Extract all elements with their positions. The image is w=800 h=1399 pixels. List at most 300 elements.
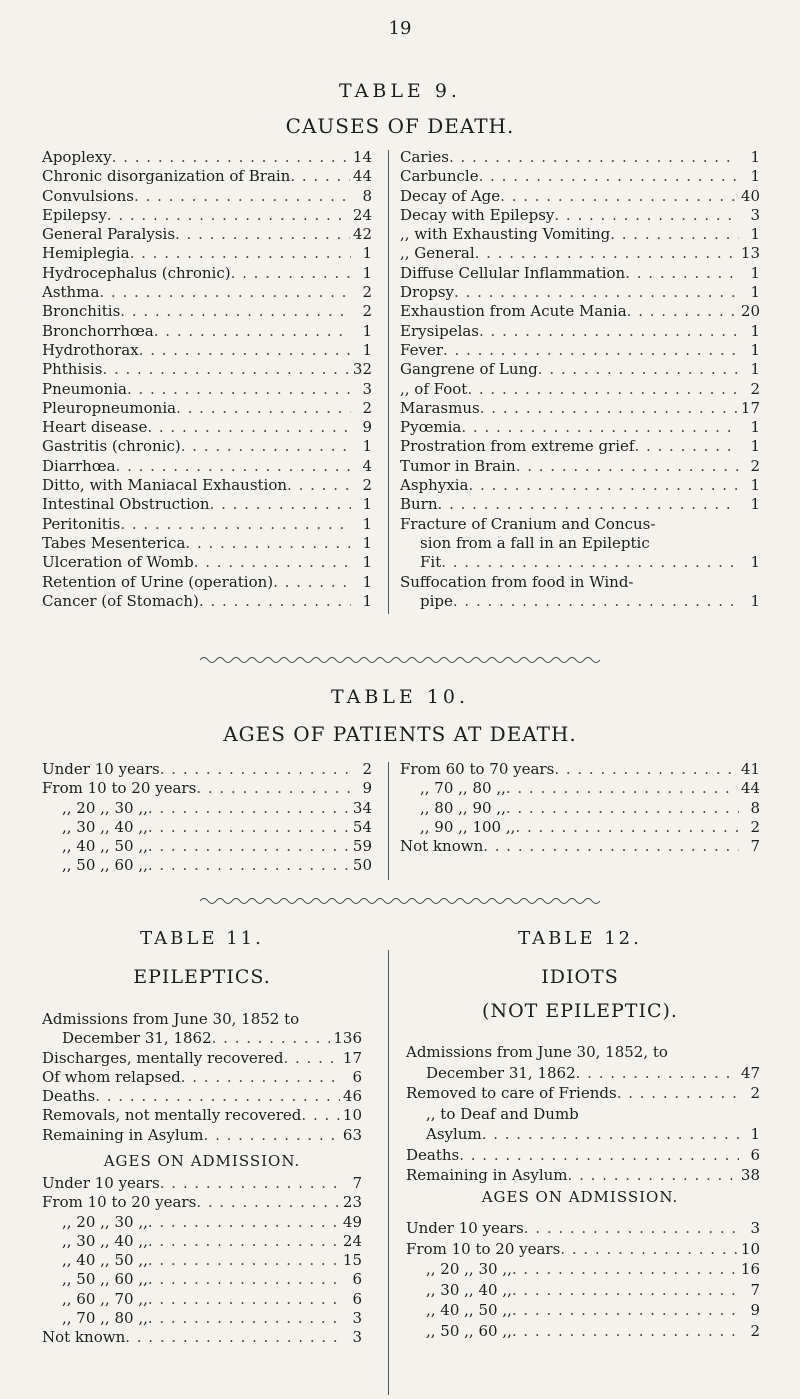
row-value: 3 [362,379,372,398]
table-row [400,515,760,534]
leader-dots [175,225,350,244]
table-row [42,225,372,244]
row-label: ,, 50 ,, 60 ,, [62,856,148,875]
row-value: 9 [362,779,372,798]
row-value: 13 [740,244,760,263]
row-label: December 31, 1862 [62,1029,212,1048]
wavy-divider [0,896,800,906]
leader-dots [512,1259,738,1280]
row-label: Not known [42,1328,126,1347]
row-value: 2 [750,456,760,475]
row-value: 34 [352,798,372,817]
row-value: 1 [362,495,372,514]
table-row [42,799,372,818]
row-label: ,, to Deaf and Dumb [426,1104,579,1123]
table-row [406,1063,760,1084]
leader-dots [482,1124,739,1145]
table-row [400,457,760,476]
row-label: Intestinal Obstruction [42,495,210,514]
leader-dots [479,322,739,341]
row-value: 2 [362,302,372,321]
row-label: Remaining in Asylum [406,1166,568,1184]
row-label: ,, 20 ,, 30 ,, [426,1260,512,1278]
table-row [42,1126,362,1145]
table-row [400,799,760,818]
table-row [400,476,760,495]
row-value: 17 [342,1048,362,1067]
row-label: Of whom relapsed [42,1067,181,1086]
table-row [400,553,760,572]
row-value: 1 [750,418,760,437]
table-row [400,264,760,283]
row-label: Phthisis [42,360,103,379]
table-row [42,1193,362,1212]
leader-dots [625,264,739,283]
table-row [42,1068,362,1087]
leader-dots [148,1213,340,1232]
table-row [42,167,372,186]
table-row [406,1042,760,1063]
leader-dots [516,457,739,476]
column-divider [388,950,389,1395]
table-row [400,592,760,611]
row-value: 6 [352,1270,362,1289]
leader-dots [120,515,351,534]
row-label: Asylum [426,1125,482,1143]
table-row [406,1104,760,1125]
row-label: From 10 to 20 years [406,1239,561,1258]
row-value: 10 [342,1106,362,1125]
row-label: Fracture of Cranium and Concus- [400,514,656,533]
table10-right-column [400,760,760,856]
row-label: ,, 40 ,, 50 ,, [62,837,148,856]
table-row [42,1010,362,1029]
leader-dots [453,592,739,611]
row-label: ,, of Foot [400,379,468,398]
row-value: 1 [362,437,372,456]
leader-dots [148,799,350,818]
table-row [42,818,372,837]
table-row [42,206,372,225]
leader-dots [148,1232,340,1251]
row-value: 1 [362,591,372,610]
leader-dots [181,437,351,456]
row-value: 4 [362,456,372,475]
row-value: 41 [740,760,760,778]
leader-dots [512,1300,739,1321]
leader-dots [454,283,739,302]
leader-dots [95,1087,340,1106]
table12-rows [406,1042,760,1186]
row-value: 1 [362,553,372,572]
row-label: Hydrocephalus (chronic) [42,263,231,282]
row-label: Asphyxia [400,476,469,495]
table-row [406,1145,760,1166]
row-label: Removed to care of Friends [406,1084,617,1102]
table-row [42,553,372,572]
leader-dots [512,1321,739,1342]
row-label: ,, 80 ,, 90 ,, [420,798,506,817]
table-row [400,187,760,206]
row-label: Fever [400,340,443,359]
row-label: Bronchorrhœa [42,321,154,340]
leader-dots [287,476,351,495]
row-value: 50 [352,856,372,875]
table-row [400,283,760,302]
row-value: 59 [352,837,372,856]
leader-dots [461,418,739,437]
row-value: 9 [750,1301,760,1319]
table-row [400,418,760,437]
row-value: 6 [352,1289,362,1308]
leader-dots [127,380,351,399]
row-value: 1 [750,340,760,359]
row-label: ,, 60 ,, 70 ,, [62,1289,148,1308]
table-row [42,244,372,263]
row-label: Bronchitis [42,302,121,321]
table-row [400,818,760,837]
row-label: ,, 90 ,, 100 ,, [420,817,516,836]
table-row [42,457,372,476]
table-row [406,1280,760,1301]
row-value: 1 [750,225,760,244]
row-value: 44 [352,167,372,186]
row-label: Discharges, mentally recovered [42,1048,284,1067]
table-row [42,360,372,379]
row-value: 1 [362,514,372,533]
table-row [400,837,760,856]
leader-dots [112,148,350,167]
leader-dots [576,1063,738,1084]
table-row [406,1239,760,1260]
leader-dots [204,1126,340,1145]
row-label: ,, 50 ,, 60 ,, [426,1321,512,1340]
row-label: ,, 70 ,, 80 ,, [420,779,506,798]
table-row [400,760,760,779]
row-value: 2 [750,379,760,398]
row-label: Fit [420,553,442,572]
table-row [42,380,372,399]
row-label: Admissions from June 30, 1852, to [406,1043,668,1061]
row-value: 2 [362,398,372,417]
row-label: Chronic disorganization of Brain [42,167,291,186]
row-value: 2 [362,283,372,302]
table10-title: TABLE 10. [330,686,470,708]
row-value: 2 [362,476,372,495]
row-value: 1 [362,244,372,263]
leader-dots [468,476,739,495]
table-row [42,264,372,283]
leader-dots [449,148,739,167]
row-label: sion from a fall in an Epileptic [420,533,650,552]
leader-dots [273,573,351,592]
row-value: 6 [750,1145,760,1164]
table-row [42,856,372,875]
table-row [400,779,760,798]
row-value: 2 [750,1321,760,1340]
leader-dots [560,1239,738,1260]
leader-dots [500,187,738,206]
row-value: 1 [750,148,760,166]
row-value: 3 [352,1328,362,1347]
row-value: 3 [750,1219,760,1237]
row-label: Hydrothorax [42,340,139,359]
row-label: ,, with Exhausting Vomiting [400,225,611,244]
leader-dots [185,534,351,553]
row-label: Hemiplegia [42,244,130,263]
row-label: Dropsy [400,283,455,302]
leader-dots [467,380,739,399]
row-label: Decay with Epilepsy [400,205,555,224]
row-value: 1 [362,340,372,359]
row-label: Deaths [42,1087,96,1106]
table11-ages [42,1174,362,1348]
leader-dots [634,437,739,456]
row-value: 1 [362,321,372,340]
table-row [42,1174,362,1193]
row-value: 2 [362,760,372,778]
table-row [42,341,372,360]
table-row [42,437,372,456]
table9-right-column [400,148,760,611]
row-label: ,, 50 ,, 60 ,, [62,1270,148,1289]
table-row [400,244,760,263]
row-label: ,, 20 ,, 30 ,, [62,1212,148,1231]
leader-dots [479,167,739,186]
table12-ages [406,1218,760,1341]
row-value: 6 [352,1067,362,1086]
row-label: Pyœmia [400,418,462,437]
row-label: Peritonitis [42,514,121,533]
table-row [400,437,760,456]
row-value: 47 [740,1063,760,1082]
row-value: 17 [740,398,760,417]
leader-dots [438,495,739,514]
table-row [400,302,760,321]
row-label: ,, 30 ,, 40 ,, [62,1231,148,1250]
table9-title: TABLE 9. [339,80,461,102]
row-value: 49 [342,1212,362,1231]
row-value: 3 [750,205,760,224]
leader-dots [196,779,351,798]
row-label: From 60 to 70 years [400,760,555,778]
row-value: 1 [750,1125,760,1143]
row-label: Deaths [406,1145,460,1164]
table-row [400,341,760,360]
leader-dots [441,553,739,572]
table-row [400,380,760,399]
row-value: 1 [750,360,760,379]
row-label: Erysipelas [400,321,480,340]
table-row [400,225,760,244]
row-value: 38 [740,1166,760,1184]
row-value: 7 [352,1174,362,1192]
row-label: Gastritis (chronic) [42,437,181,456]
table-row [400,495,760,514]
leader-dots [515,818,739,837]
row-label: ,, 20 ,, 30 ,, [62,798,148,817]
table11-subtitle: EPILEPTICS. [133,966,271,988]
table9-subtitle: CAUSES OF DEATH. [285,114,515,138]
leader-dots [160,1174,341,1193]
leader-dots [443,341,739,360]
row-label: Ditto, with Maniacal Exhaustion [42,476,288,495]
table-row [406,1321,760,1342]
table-row [42,760,372,779]
leader-dots [212,1029,331,1048]
row-value: 14 [352,148,372,166]
table-row [42,1087,362,1106]
row-label: Pneumonia [42,379,127,398]
row-value: 44 [740,779,760,798]
leader-dots [147,418,351,437]
leader-dots [301,1106,339,1125]
row-value: 7 [750,1280,760,1299]
leader-dots [148,1309,341,1328]
row-label: From 10 to 20 years [42,1193,197,1212]
row-value: 1 [750,167,760,186]
table-row [406,1218,760,1239]
table-row [42,1106,362,1125]
leader-dots [160,760,351,779]
row-label: Ulceration of Womb [42,553,194,572]
row-value: 20 [740,302,760,321]
row-label: Carbuncle [400,167,479,186]
table-row [42,1251,362,1270]
leader-dots [506,799,739,818]
row-label: Under 10 years [42,760,160,778]
row-value: 42 [352,225,372,244]
table11-ages-heading: AGES ON ADMISSION. [103,1152,301,1170]
table-row [42,1328,362,1347]
row-value: 136 [333,1029,362,1048]
row-value: 10 [740,1239,760,1258]
table-row [42,837,372,856]
table11-rows [42,1010,362,1145]
row-label: ,, 30 ,, 40 ,, [62,817,148,836]
leader-dots [125,1328,341,1347]
row-label: Tabes Mesenterica [42,533,186,552]
table9-left-column [42,148,372,611]
row-label: Exhaustion from Acute Mania [400,302,627,321]
table-row [42,495,372,514]
table-row [400,399,760,418]
table-row [400,360,760,379]
leader-dots [610,225,739,244]
table-row [400,573,760,592]
leader-dots [154,322,351,341]
table10-left-column [42,760,372,876]
row-label: Under 10 years [406,1219,524,1237]
table-row [406,1259,760,1280]
table-row [400,534,760,553]
table11-title: TABLE 11. [140,928,264,949]
row-label: ,, General [400,244,475,263]
table-row [400,167,760,186]
row-value: 40 [740,186,760,205]
table-row [42,1232,362,1251]
row-value: 1 [362,533,372,552]
row-label: Heart disease [42,418,148,437]
row-label: From 10 to 20 years [42,779,197,798]
table-row [42,1270,362,1289]
table-row [42,283,372,302]
table-row [42,302,372,321]
leader-dots [130,244,351,263]
leader-dots [627,302,738,321]
table-row [406,1124,760,1145]
row-label: Admissions from June 30, 1852 to [42,1010,300,1028]
row-label: Prostration from extreme grief [400,437,635,456]
row-label: Remaining in Asylum [42,1125,204,1144]
leader-dots [148,837,350,856]
row-label: Under 10 years [42,1174,160,1192]
row-value: 24 [352,205,372,224]
table-row [42,187,372,206]
row-value: 1 [750,553,760,572]
row-value: 1 [750,476,760,495]
table12-subtitle: IDIOTS [541,966,619,988]
leader-dots [148,1251,340,1270]
row-label: Caries [400,148,449,166]
leader-dots [290,167,350,186]
table-row [42,1309,362,1328]
row-label: Cancer (of Stomach) [42,591,199,610]
table10-subtitle: AGES OF PATIENTS AT DEATH. [223,722,577,746]
table-row [42,148,372,167]
row-value: 54 [352,817,372,836]
row-label: Diarrhœa [42,456,116,475]
row-value: 63 [342,1125,362,1144]
leader-dots [199,592,351,611]
row-value: 23 [342,1193,362,1212]
leader-dots [538,360,739,379]
table-row [42,534,372,553]
leader-dots [194,553,351,572]
row-value: 32 [352,360,372,379]
row-label: Apoplexy [42,148,112,166]
row-label: Not known [400,837,484,856]
row-label: Suffocation from food in Wind- [400,572,634,591]
table-row [406,1300,760,1321]
row-label: Decay of Age [400,186,501,205]
row-value: 8 [750,798,760,817]
row-value: 1 [750,437,760,456]
row-value: 1 [750,263,760,282]
table-row [400,148,760,167]
leader-dots [107,206,350,225]
row-value: 15 [342,1251,362,1270]
row-label: ,, 70 ,, 80 ,, [62,1309,148,1328]
row-label: ,, 40 ,, 50 ,, [62,1251,148,1270]
leader-dots [134,187,351,206]
leader-dots [102,360,349,379]
leader-dots [283,1049,339,1068]
leader-dots [483,837,739,856]
row-value: 1 [750,321,760,340]
column-divider [388,150,389,614]
table-row [42,1049,362,1068]
row-value: 8 [362,186,372,205]
leader-dots [554,760,738,779]
table-row [42,476,372,495]
leader-dots [148,1290,341,1309]
table-row [42,1290,362,1309]
row-label: Pleuropneumonia [42,398,177,417]
row-label: Tumor in Brain [400,456,516,475]
row-value: 1 [750,283,760,302]
table-row [42,418,372,437]
